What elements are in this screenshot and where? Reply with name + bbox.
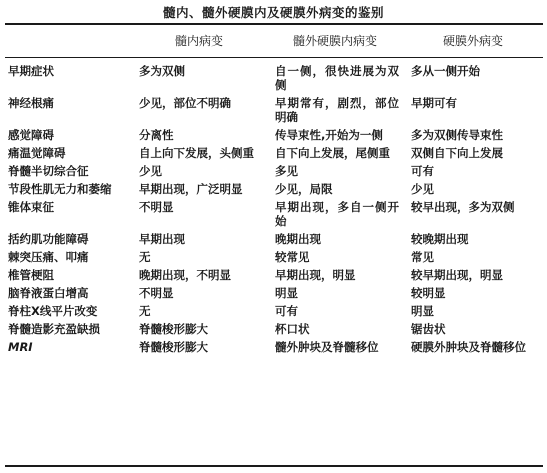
cell-extradural: 多从一侧开始 <box>411 64 480 78</box>
row-feature: 节段性肌无力和萎缩 <box>8 182 112 196</box>
cell-extradural: 较早期出现，明显 <box>411 268 503 282</box>
cell-extradural: 双侧自下向上发展 <box>411 146 503 160</box>
row-feature: 椎管梗阻 <box>8 268 54 282</box>
cell-extradural: 较晚期出现 <box>411 232 469 246</box>
table-row <box>5 320 543 338</box>
row-feature: 脊髓半切综合征 <box>8 164 89 178</box>
table-row <box>5 144 543 162</box>
table-body <box>5 57 543 356</box>
cell-intramedullary: 不明显 <box>139 286 174 300</box>
table-row <box>5 162 543 180</box>
cell-extradural: 较明显 <box>411 286 446 300</box>
table-row <box>5 338 543 356</box>
header-row <box>5 25 543 57</box>
cell-extradural: 锯齿状 <box>411 322 446 336</box>
table-row <box>5 266 543 284</box>
cell-intradural-extramedullary: 少见，局限 <box>275 182 333 196</box>
cell-intramedullary: 晚期出现，不明显 <box>139 268 231 282</box>
table-row <box>5 94 543 126</box>
cell-intramedullary: 脊髓梭形膨大 <box>139 322 208 336</box>
cell-intramedullary: 少见 <box>139 164 162 178</box>
cell-intramedullary: 不明显 <box>139 200 174 214</box>
table-row <box>5 302 543 320</box>
cell-intradural-extramedullary: 早期常有，剧烈，部位明确 <box>275 96 399 124</box>
table-row <box>5 57 543 94</box>
row-feature: 棘突压痛、叩痛 <box>8 250 89 264</box>
cell-extradural: 明显 <box>411 304 434 318</box>
cell-extradural: 多为双侧传导束性 <box>411 128 503 142</box>
table-title: 髓内、髓外硬膜内及硬膜外病变的鉴别 <box>162 5 384 20</box>
header-extradural: 硬膜外病变 <box>442 34 503 48</box>
row-feature: 痛温觉障碍 <box>8 146 66 160</box>
cell-intradural-extramedullary: 早期出现，明显 <box>275 268 356 282</box>
bottom-rule <box>5 465 543 467</box>
cell-extradural: 硬膜外肿块及脊髓移位 <box>411 340 526 354</box>
cell-extradural: 较早出现，多为双侧 <box>411 200 515 214</box>
cell-intramedullary: 无 <box>139 304 151 318</box>
header-intramedullary: 髓内病变 <box>174 34 223 48</box>
cell-intramedullary: 自上向下发展，头侧重 <box>139 146 254 160</box>
cell-extradural: 可有 <box>411 164 434 178</box>
cell-intradural-extramedullary: 自下向上发展，尾侧重 <box>275 146 390 160</box>
cell-intramedullary: 早期出现 <box>139 232 185 246</box>
row-feature: 锥体束征 <box>8 200 54 214</box>
cell-intradural-extramedullary: 自一侧，很快进展为双侧 <box>275 64 399 92</box>
row-feature: 神经根痛 <box>8 96 54 110</box>
row-feature: 脊髓造影充盈缺损 <box>8 322 100 336</box>
cell-intradural-extramedullary: 传导束性,开始为一侧 <box>275 128 383 142</box>
cell-intradural-extramedullary: 明显 <box>275 286 298 300</box>
table-row <box>5 180 543 198</box>
row-feature: 早期症状 <box>8 64 54 78</box>
cell-intramedullary: 少见，部位不明确 <box>139 96 231 110</box>
cell-intramedullary: 分离性 <box>139 128 174 142</box>
cell-intradural-extramedullary: 多见 <box>275 164 298 178</box>
cell-intramedullary: 多为双侧 <box>139 64 185 78</box>
cell-intradural-extramedullary: 髓外肿块及脊髓移位 <box>275 340 379 354</box>
table-row <box>5 126 543 144</box>
row-feature: 感觉障碍 <box>8 128 54 142</box>
row-feature: MRI <box>8 340 33 354</box>
header-intradural-extramedullary: 髓外硬膜内病变 <box>292 34 377 48</box>
cell-intramedullary: 无 <box>139 250 151 264</box>
cell-intradural-extramedullary: 早期出现，多自一侧开始 <box>275 200 399 228</box>
table-row <box>5 248 543 266</box>
table-row <box>5 198 543 230</box>
cell-intradural-extramedullary: 杯口状 <box>275 322 310 336</box>
cell-intramedullary: 脊髓梭形膨大 <box>139 340 208 354</box>
cell-extradural: 早期可有 <box>411 96 457 110</box>
cell-intramedullary: 早期出现，广泛明显 <box>139 182 243 196</box>
cell-intradural-extramedullary: 可有 <box>275 304 298 318</box>
row-feature: 脊柱X线平片改变 <box>8 304 98 318</box>
row-feature: 脑脊液蛋白增高 <box>8 286 89 300</box>
table-row <box>5 230 543 248</box>
table-row <box>5 284 543 302</box>
cell-extradural: 少见 <box>411 182 434 196</box>
differential-table <box>5 25 543 356</box>
cell-intradural-extramedullary: 较常见 <box>275 250 310 264</box>
cell-intradural-extramedullary: 晚期出现 <box>275 232 321 246</box>
row-feature: 括约肌功能障碍 <box>8 232 89 246</box>
cell-extradural: 常见 <box>411 250 434 264</box>
header-feature <box>5 25 131 57</box>
